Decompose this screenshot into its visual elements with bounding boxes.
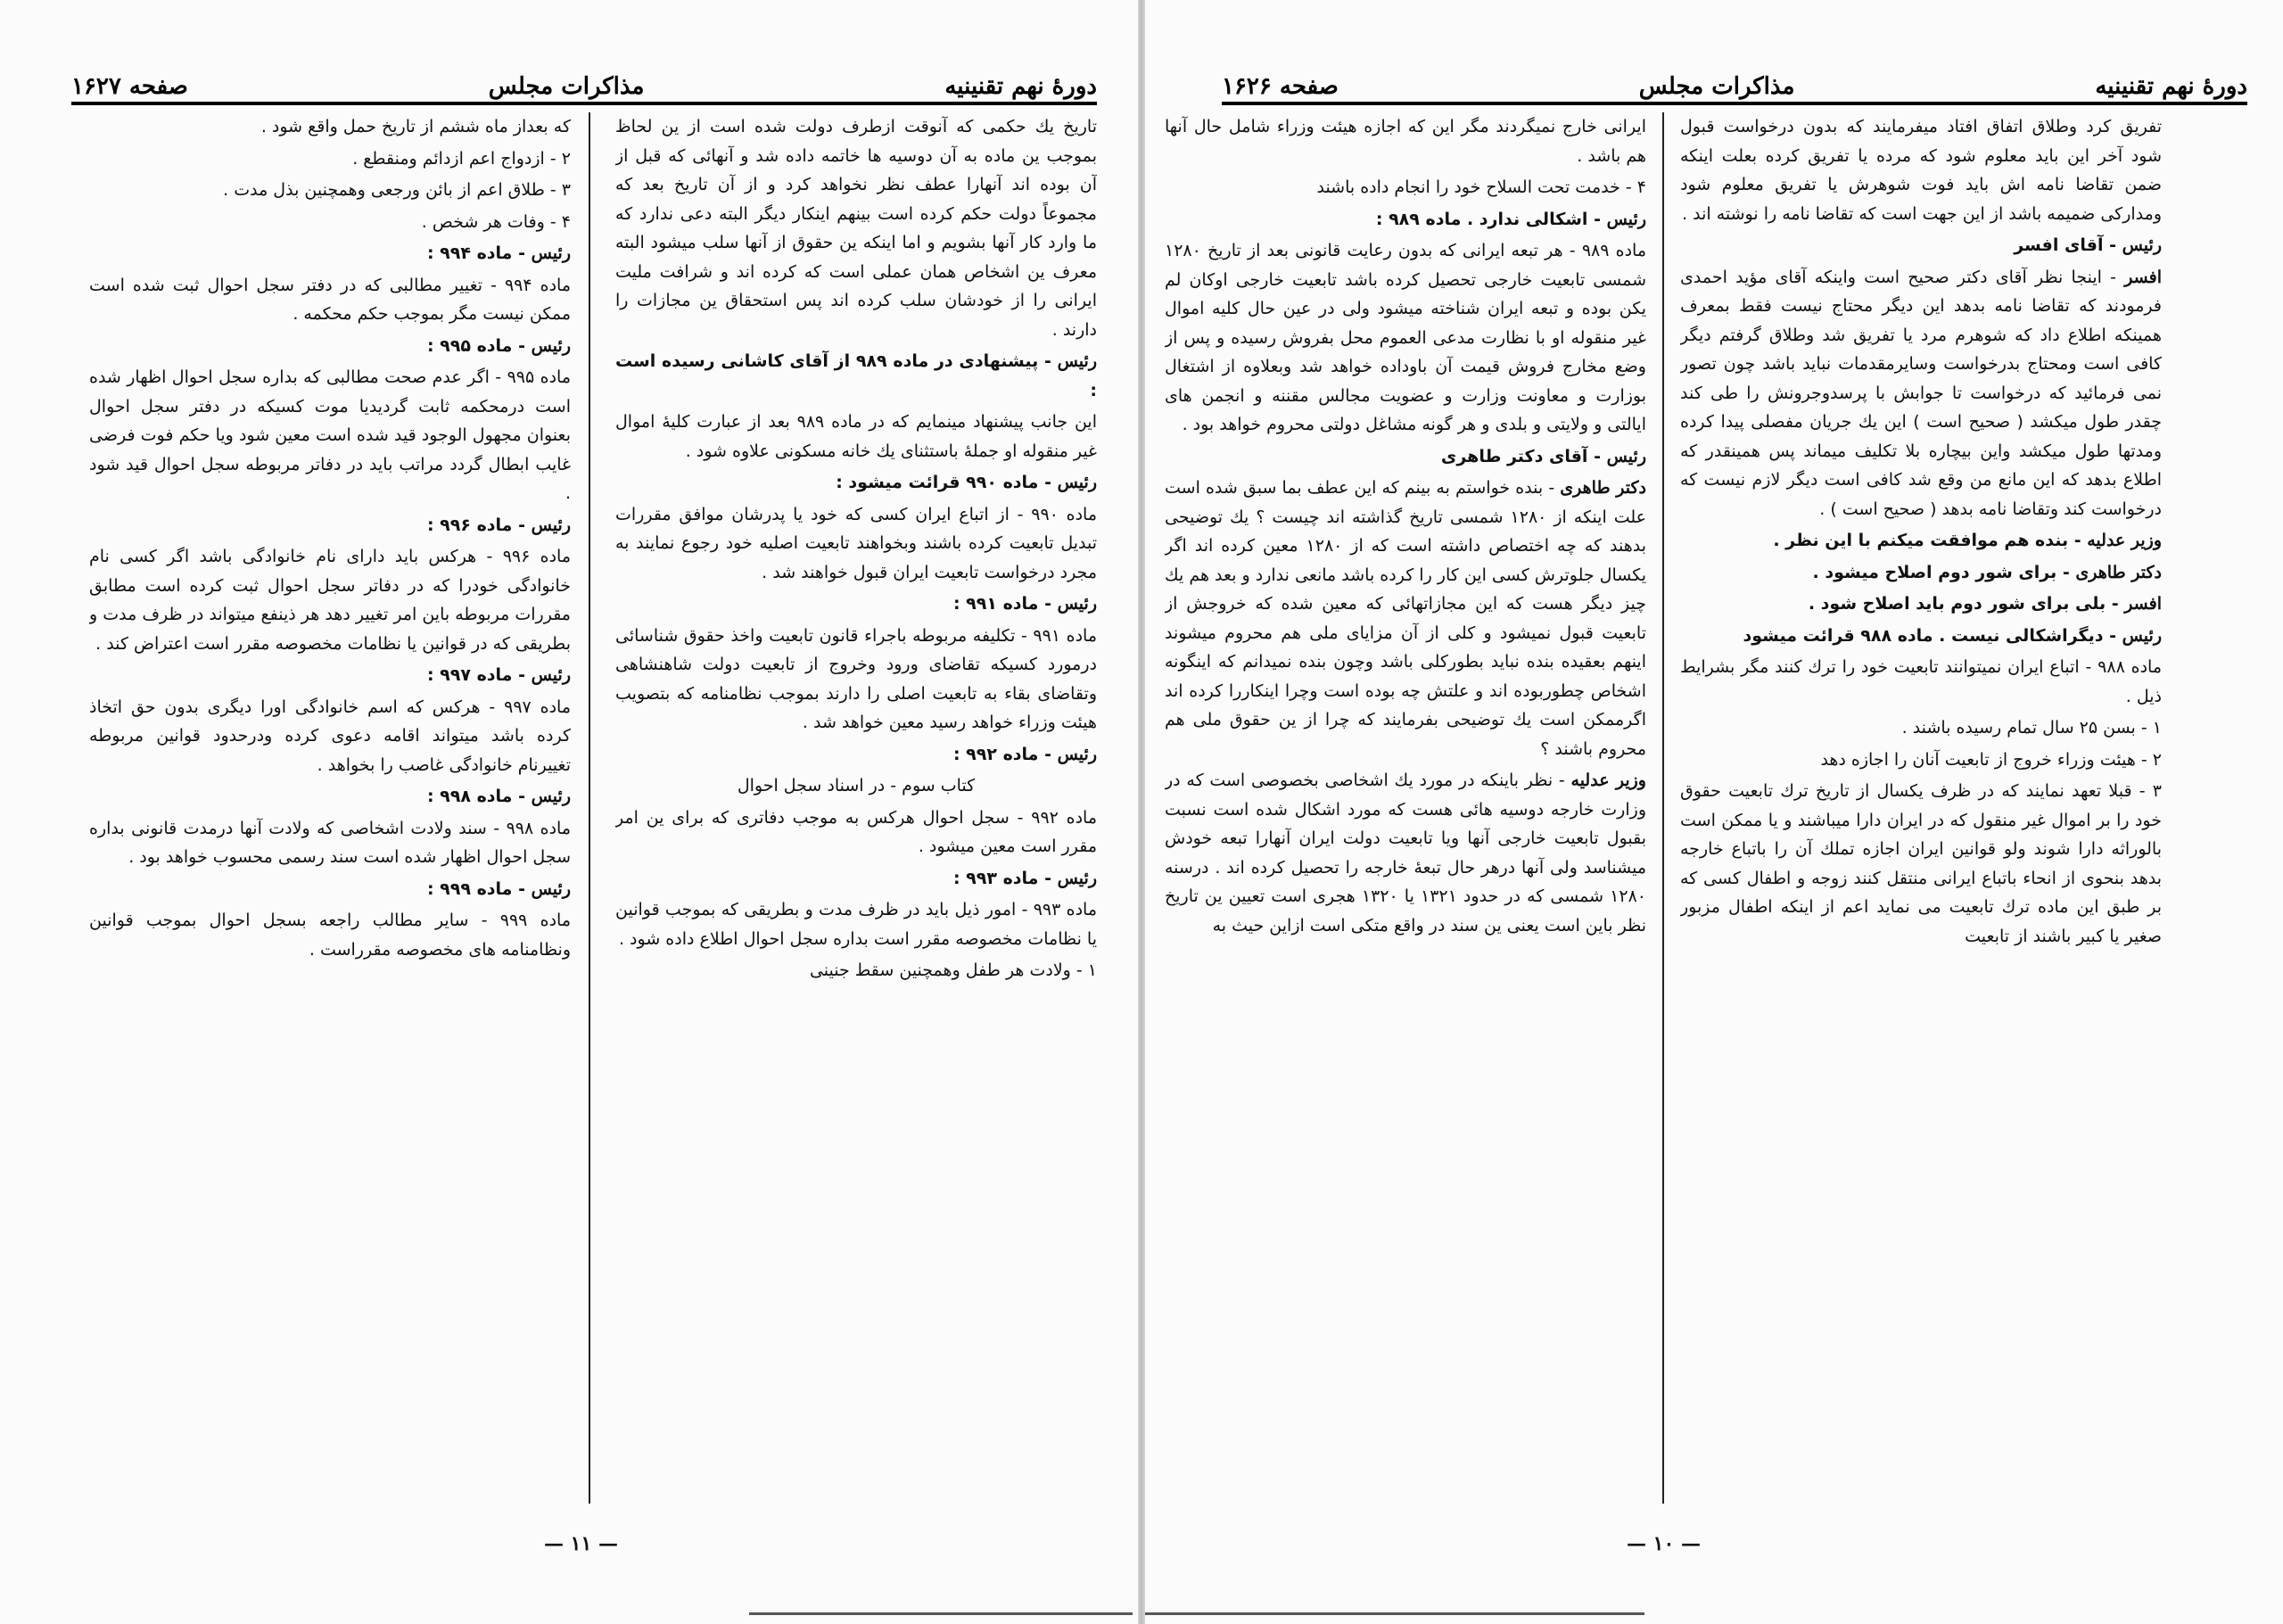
- paragraph: [1165, 173, 1646, 202]
- page-label: صفحه ۱۶۲۶: [1222, 73, 1339, 100]
- paragraph: [89, 239, 571, 268]
- paragraph-text: ماده ۹۹۴ - تغییر مطالبی كه در دفتر سجل احوال ثبت شده است ممكن نیست مگر بموجب حكم محكمه .: [89, 275, 571, 324]
- journal-title: مذاکرات مجلس: [1638, 73, 1795, 100]
- paragraph: [89, 144, 571, 174]
- paragraph-text: ماده ۹۹۶ - هركس باید دارای نام خانوادگی باشد اگر كسی نام خانوادگی خودرا كه در دفاتر سجل احوال ثبت كرده است مطابق مقررات مربوطه باین امر تغییر دهد هر ذینفع میتواند در ظرف مدت و بطریقی كه در قوانین یا نظامات مخصوصه مقرر است اعتراض كند .: [89, 547, 571, 654]
- paragraph: [1165, 442, 1646, 472]
- speaker-name: رئیس: [1057, 744, 1097, 764]
- paragraph: [1680, 713, 2162, 743]
- page-label: صفحه ۱۶۲۷: [71, 73, 188, 100]
- header-rule: [1222, 102, 2247, 105]
- paragraph: [1165, 205, 1646, 235]
- speaker-name: رئیس: [2122, 235, 2162, 255]
- paragraph-text: - نظر باینكه در مورد یك اشخاصی بخصوصی است كه در وزارت خارجه دوسیه هائی هست كه مورد اشكال شده است نسبت بقبول تابعیت خارجی آنها ویا تابعیت دولت ایران آنهارا تبعه خودش میشناسد ولی آنها درهر حال تبعهٔ خارجه را تحصیل كرده اند . درسنه ۱۲۸۰ شمسی كه در حدود ۱۳۲۱ یا ۱۳۲۰ هجری است تعیین ین تاریخ نظر باین است یعنی ین سند در واقع متكی است ازاین حیث به: [1165, 771, 1646, 936]
- paragraph: [89, 271, 571, 329]
- paragraph-text: - بنده هم موافقت میكنم با این نظر .: [1773, 531, 2088, 550]
- paragraph: [89, 511, 571, 540]
- paragraph: [615, 112, 1097, 344]
- session-label: دورهٔ نهم تقنینیه: [944, 73, 1097, 100]
- text-column-right: [615, 112, 1097, 1504]
- paragraph-text: ماده ۹۹۵ - اگر عدم صحت مطالبی كه بداره سجل احوال اظهار شده است درمحكمه ثابت گردیدیا موت كسیكه در دفتر سجل احوال بعنوان مجهول الوجود قید شده است معین شود ویا حكم فوت فرضی غایب ابطال گردد مراتب باید در دفاتر مربوطه سجل احوال قید شود .: [89, 367, 571, 503]
- paragraph-text: - بلی برای شور دوم باید اصلاح شود .: [1808, 594, 2125, 614]
- speaker-name: دكتر طاهری: [1560, 478, 1646, 498]
- speaker-name: افسر: [2124, 267, 2162, 287]
- page-number: — ۱۰ —: [1627, 1532, 1701, 1555]
- paragraph: [89, 875, 571, 904]
- paragraph: [615, 956, 1097, 985]
- paragraph-text: - آقای دكتر طاهری: [1440, 446, 1607, 466]
- paragraph: [1680, 112, 2162, 228]
- speaker-name: رئیس: [1606, 209, 1646, 229]
- paragraph: [1680, 622, 2162, 651]
- paragraph: [615, 622, 1097, 738]
- paragraph-text: - اشكالی ندارد . ماده ۹۸۹ :: [1375, 209, 1607, 229]
- paragraph: [89, 661, 571, 690]
- paragraph-text: - برای شور دوم اصلاح میشود .: [1812, 562, 2076, 582]
- paragraph-text: - ماده ۹۹۲ :: [952, 744, 1058, 764]
- paragraph-text: ماده ۹۹۱ - تكلیفه مربوطه باجراء قانون تابعیت واخذ حقوق شناسائی درمورد كسیكه تقاضای ورود وخروج از تابعیت دولت شاهنشاهی وتقاضای بقاء به تابعیت اصلی را دارند بموجب نظامنامه كه بتصویب هیئت وزراء خواهد رسید معین خواهد شد .: [615, 625, 1097, 732]
- paragraph: [1680, 558, 2162, 588]
- paragraph-text: - ماده ۹۹۱ :: [952, 594, 1058, 614]
- paragraph-text: - ماده ۹۹۴ :: [426, 243, 532, 263]
- paragraph-text: ۴ - وفات هر شخص .: [421, 211, 571, 232]
- paragraph-text: - ماده ۹۹۰ قرائت میشود :: [836, 473, 1058, 492]
- paragraph-text: - ماده ۹۹۷ :: [426, 665, 532, 685]
- paragraph-text: ۳ - قبلا تعهد نمایند كه در ظرف یكسال از تاریخ ترك تابعیت حقوق خود را بر اموال غیر منقول كه در ایران دارا میباشند و یا ممكن است بالوراثه دارا شوند ولو قوانین ایران اجازه تملك آن را باتباع خارجه بدهد بنحوی از انحاء باتباع ایرانی منتقل كنند زوجه و اطفال كسی كه بر طبق این ماده ترك تابعیت می نماید اعم از اینكه اطفال مزبور صغیر یا كبیر باشند از تابعیت: [1680, 781, 2162, 946]
- paragraph: [89, 112, 571, 142]
- paragraph-text: ماده ۹۹۹ - سایر مطالب راجعه بسجل احوال بموجب قوانین ونظامنامه های مخصوصه مقرراست .: [89, 911, 571, 960]
- text-column-left: [1165, 112, 1646, 1504]
- paragraph-text: ماده ۹۸۹ - هر تبعه ایرانی كه بدون رعایت قانونی بعد از تاریخ ۱۲۸۰ شمسی تابعیت خارجی تحصیل كرده باشد تابعیت خارجی اوكان لم یكن بوده و تبعه ایران شناخته میشود ولی در عین حال كلیه اموال غیر منقوله او با نظارت مدعی العموم محل بفروش رسیده و پس از وضع مخارج فروش قیمت آن باوداده خواهد شد وبعلاوه از اشتغال بوزارت و معاونت وزارت و عضویت مجالس مقننه و انجمن های ایالتی و ولایتی و بلدی و هر گونه مشاغل دولتی محروم خواهد بود .: [1165, 241, 1646, 434]
- paragraph-text: - ماده ۹۹۳ :: [952, 868, 1058, 888]
- paragraph-text: ۱ - ولادت هر طفل وهمچنین سقط جنینی: [809, 960, 1097, 980]
- speaker-name: رئیس: [1057, 594, 1097, 614]
- text-column-left: [89, 112, 571, 1504]
- paragraph: [615, 408, 1097, 466]
- paragraph-text: - دیگراشكالی نیست . ماده ۹۸۸ قرائت میشود: [1743, 625, 2122, 646]
- journal-title: مذاکرات مجلس: [488, 73, 645, 100]
- paragraph: [1680, 263, 2162, 524]
- paragraph: [1680, 777, 2162, 951]
- left-page: [0, 0, 1138, 1624]
- bottom-rule: [1145, 1612, 1644, 1615]
- paragraph: [615, 740, 1097, 770]
- paragraph: [89, 542, 571, 658]
- paragraph-text: ماده ۹۹۸ - سند ولادت اشخاصی كه ولادت آنها درمدت قانونی بداره سجل احوال اظهار شده است سند رسمی محسوب خواهد بود .: [89, 818, 571, 867]
- paragraph: [615, 771, 1097, 801]
- paragraph: [1680, 746, 2162, 775]
- speaker-name: رئیس: [1057, 868, 1097, 888]
- paragraph: [615, 864, 1097, 894]
- paragraph: [1680, 589, 2162, 619]
- paragraph: [89, 332, 571, 361]
- speaker-name: رئیس: [531, 515, 571, 535]
- paragraph: [615, 895, 1097, 953]
- paragraph: [1165, 112, 1646, 170]
- speaker-name: افسر: [2124, 594, 2162, 614]
- paragraph-text: ماده ۹۸۸ - اتباع ایران نمیتوانند تابعیت خود را ترك كنند مگر بشرایط ذیل .: [1680, 657, 2162, 706]
- speaker-name: رئیس: [1606, 446, 1646, 466]
- speaker-name: رئیس: [1057, 473, 1097, 492]
- paragraph-text: ۲ - ازدواج اعم ازدائم ومنقطع .: [352, 148, 571, 169]
- paragraph: [615, 347, 1097, 405]
- paragraph: [89, 176, 571, 205]
- speaker-name: وزیر عدلیه: [1570, 771, 1646, 790]
- paragraph-text: - ماده ۹۹۵ :: [426, 335, 532, 356]
- paragraph-text: كتاب سوم - در اسناد سجل احوال: [737, 776, 976, 796]
- paragraph: [1680, 526, 2162, 556]
- paragraph: [1680, 231, 2162, 260]
- paragraph-text: - ماده ۹۹۶ :: [426, 515, 532, 535]
- speaker-name: رئیس: [531, 335, 571, 356]
- paragraph: [89, 906, 571, 964]
- paragraph-text: ماده ۹۹۰ - از اتباع ایران كسی كه خود یا پدرشان موافق مقررات تبدیل تابعیت كرده باشند وبخواهند تابعیت اصلیه خود رجوع نمایند به مجرد درخواست تابعیت ایران قبول خواهند شد .: [615, 504, 1097, 582]
- paragraph: [615, 500, 1097, 588]
- column-divider: [589, 112, 590, 1504]
- paragraph: [89, 814, 571, 872]
- paragraph: [1680, 653, 2162, 711]
- paragraph-text: ۴ - خدمت تحت السلاح خود را انجام داده باشند: [1316, 177, 1646, 197]
- paragraph: [1165, 236, 1646, 440]
- paragraph-text: - ماده ۹۹۹ :: [426, 878, 532, 899]
- paragraph: [615, 804, 1097, 861]
- paragraph-text: ماده ۹۹۲ - سجل احوال هركس به موجب دفاتری كه برای ین امر مقرر است معین میشود .: [615, 807, 1097, 856]
- paragraph-text: تاریخ یك حکمی كه آنوقت ازطرف دولت شده است از ین لحاظ بموجب ین ماده به آن دوسیه ها خاتمه داده شد و آنهائی كه قبل از آن بوده اند آنهارا عطف نظر نخواهد كرد و از آن تاریخ بعد كه مجموعاً دولت حکم كرده است بینهم اینکار دیگر البته دعی ندارد كه ما وارد كار آنها بشویم و اما اینکه ین حقوق از آنها سلب میشود البته معرف ین اشخاص همان عملی است كه كرده اند و شرافت ملیت ایرانی را از خودشان سلب كرده اند پس استحقاق ین مجازات را دارند .: [615, 117, 1097, 340]
- paragraph-text: - اینجا نظر آقای دكتر صحیح است واینكه آقای مؤید احمدی فرمودند كه تقاضا نامه بدهد این دیگر محتاج نیست فقط بمعرف همینكه اطلاع داد كه شوهرم مرد یا تفریق شد وطلاق گرفتم دیگر كافی است ومحتاج بدرخواست وسایرمقدمات نباید باشد چون تصور نمی فرمائید كه درخواست تا جوابش با پرسدوجرونش را طی كند چقدر طول میكشد ( صحیح است ) این یك جریان مفصلی پیدا كرده ومدتها طول میكشد واین بیچاره بلا تكلیف میماند پس همینقدر كه اطلاع بدهد كه این مانع من وقع شد كافی است دیگر لازم نیست كه درخواست كند وتقاضا نامه بدهد ( صحیح است ) .: [1680, 267, 2162, 519]
- paragraph: [615, 589, 1097, 619]
- paragraph: [1165, 766, 1646, 940]
- paragraph-text: ایرانی خارج نمیگردند مگر این كه اجازه هیئت وزراء شامل حال آنها هم باشد .: [1165, 117, 1646, 166]
- paragraph-text: - ماده ۹۹۸ :: [426, 787, 532, 806]
- speaker-name: رئیس: [2122, 625, 2162, 646]
- speaker-name: دكتر طاهری: [2075, 562, 2162, 582]
- speaker-name: رئیس: [531, 665, 571, 685]
- paragraph-text: این جانب پیشنهاد مینمایم كه در ماده ۹۸۹ بعد از عبارت كلیهٔ اموال غیر منقوله او جملهٔ باستثنای یك خانه مسكونی علاوه شود .: [615, 412, 1097, 461]
- column-divider: [1662, 112, 1664, 1504]
- header-rule: [71, 102, 1097, 105]
- bottom-rule: [749, 1612, 1133, 1615]
- paragraph-text: - آقای افسر: [2014, 235, 2122, 255]
- paragraph-text: تفریق كرد وطلاق اتفاق افتاد میفرمایند كه بدون درخواست قبول شود آخر این باید معلوم شود كه مرده یا تفریق كرده بعلت اینكه ضمن تقاضا نامه اش باید فوت شوهرش یا تفریق معلوم شود ومداركی ضمیمه باشد از این جهت است كه تقاضا نامه را نوشته اند .: [1680, 117, 2162, 224]
- paragraph-text: ماده ۹۹۷ - هركس كه اسم خانوادگی اورا دیگری بدون حق اتخاذ كرده باشد میتواند اقامه دعوی كرده ودرحدود قوانین مربوطه تغییرنام خانوادگی غاصب را بخواهد .: [89, 697, 571, 775]
- paragraph: [89, 782, 571, 812]
- paragraph-text: ۱ - بسن ۲۵ سال تمام رسیده باشند .: [1901, 718, 2162, 738]
- page-number: — ۱۱ —: [544, 1532, 618, 1555]
- speaker-name: وزیر عدلیه: [2087, 531, 2162, 550]
- paragraph: [1165, 474, 1646, 763]
- speaker-name: رئیس: [531, 787, 571, 806]
- paragraph: [89, 693, 571, 780]
- paragraph-text: - بنده خواستم به بینم كه این عطف بما سبق شده است علت اینكه از ۱۲۸۰ شمسی تاریخ گذاشته اند چیست ؟ یك توضیحی بدهند كه چه اختصاص داشته است كه از ۱۲۸۰ معین كرده اند اگر یكسال جلوترش كسی این كار را كرده باشد مانعی ندارد و بعد هم یك چیز دیگر هست كه این مجازاتهائی كه معین شده كه خروجش از تابعیت قبول نمیشود و كلی از آن مزایای ملی هم محروم میشوند اینهم بعقیده بنده نباید بطوركلی باشد وچون بنده نمیدانم كه اینگونه اشخاص چطوربوده اند و علتش چه بوده است وچرا اینكاررا كرده اند اگرممكن است یك توضیحی بفرمایند كه چرا از ین حقوق ملی هم محروم باشند ؟: [1165, 478, 1646, 759]
- page-header: [71, 55, 1097, 100]
- paragraph-text: ۲ - هیئت وزراء خروج از تابعیت آنان را اجازه دهد: [1820, 749, 2162, 770]
- paragraph: [89, 363, 571, 508]
- paragraph: [615, 468, 1097, 498]
- paragraph-text: ۳ - طلاق اعم از بائن ورجعی وهمچنین بذل مدت .: [223, 180, 571, 200]
- paragraph: [89, 208, 571, 237]
- text-column-right: [1680, 112, 2162, 1504]
- right-page: [1145, 0, 2283, 1624]
- page-header: [1222, 55, 2247, 100]
- paragraph-text: - پیشنهادی در ماده ۹۸۹ از آقای كاشانی رسیده است :: [615, 351, 1097, 400]
- paragraph-text: ماده ۹۹۳ - امور ذیل باید در ظرف مدت و بطریقی كه بموجب قوانین یا نظامات مخصوصه مقرر است بداره سجل احوال اطلاع داده شود .: [615, 900, 1097, 949]
- speaker-name: رئیس: [531, 243, 571, 263]
- speaker-name: رئیس: [531, 878, 571, 899]
- book-gutter: [1138, 0, 1145, 1624]
- speaker-name: رئیس: [1057, 351, 1097, 371]
- session-label: دورهٔ نهم تقنینیه: [2095, 73, 2247, 100]
- paragraph-text: كه بعداز ماه ششم از تاریخ حمل واقع شود .: [260, 117, 571, 136]
